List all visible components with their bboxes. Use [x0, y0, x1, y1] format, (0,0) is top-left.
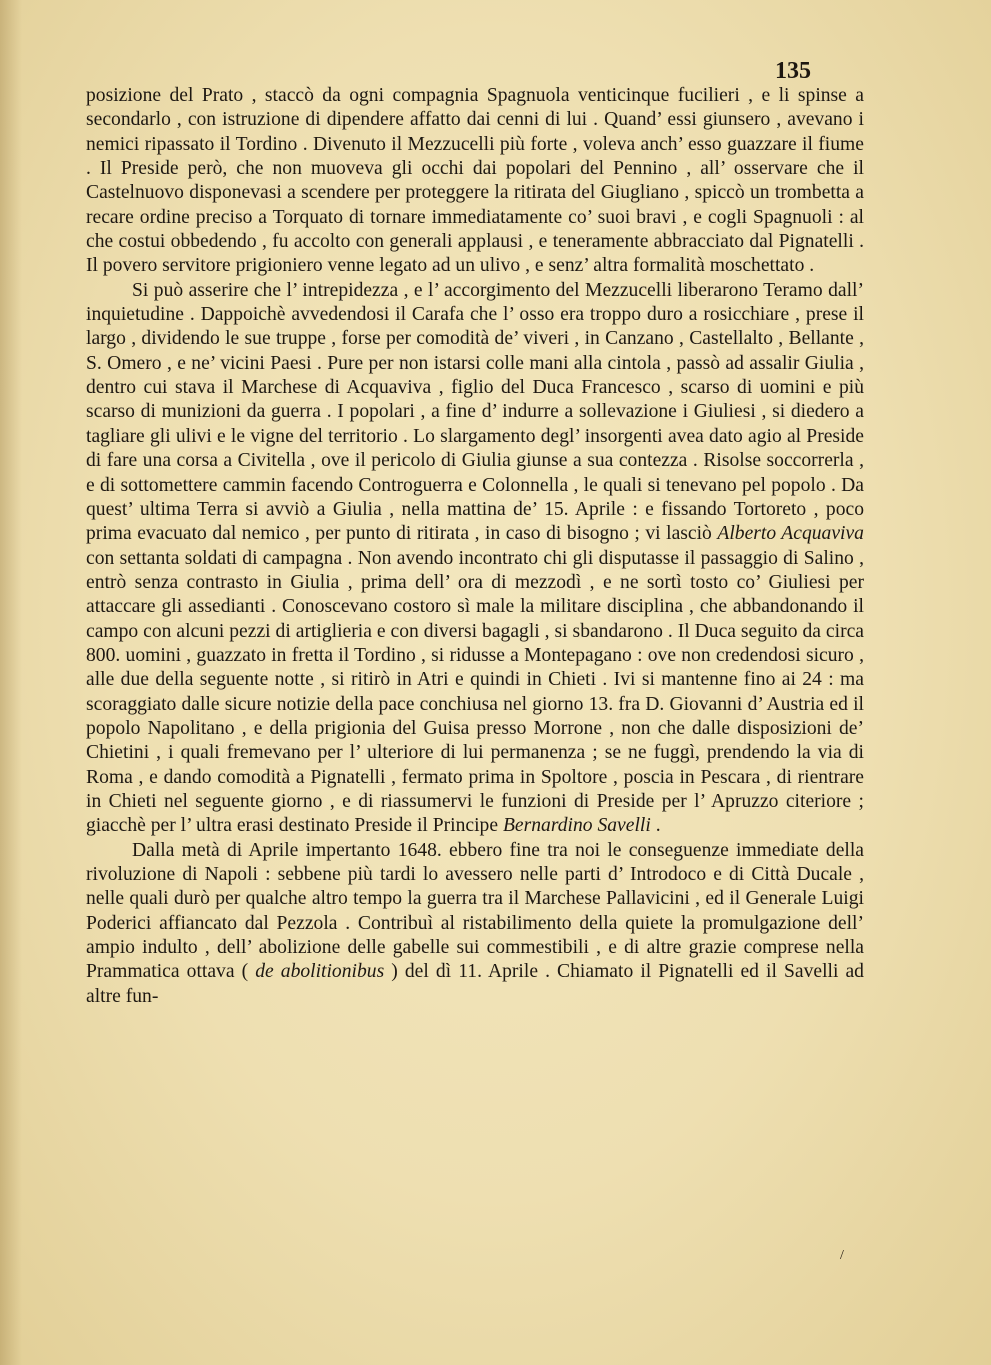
paragraph-2: [86, 279, 864, 839]
text-segment: Si può asserire che l’ intrepidezza , e l’ accorgimento del Mezzucelli liberarono Teramo dall’ inquietudine . Dappoichè avvedendosi il Carafa che l’ osso era troppo duro a rosicchiare , prese il largo , dividendo le sue truppe , forse per comodità de’ viveri , in Canzano , Castellalto , Bellante , S. Omero , e ne’ vicini Paesi . Pure per non istarsi colle mani alla cintola , passò ad assalir Giulia , dentro cui stava il Marchese di Acquaviva , figlio del Duca Francesco , scarso di uomini e più scarso di munizioni da guerra . I popolari , a fine d’ indurre a sollevazione i Giuliesi , si diedero a tagliare gli ulivi e le vigne del territorio . Lo slargamento degl’ insorgenti avea dato agio al Preside di fare una corsa a Civitella , ove il pericolo di Giulia giunse a sua contezza . Risolse soccorrerla , e di sottomettere cammin facendo Controguerra e Colonnella , le quali si tenevano pel popolo . Da quest’ ultima Terra si avviò a Giulia , nella mattina de’ 15. Aprile : e fissando Tortoreto , poco prima evacuato dal nemico , per punto di ritirata , in caso di bisogno ; vi lasciò: [86, 279, 864, 545]
page-number: 135: [775, 58, 811, 84]
paragraph-3: [86, 839, 864, 1009]
text-segment: Dalla metà di Aprile impertanto 1648. ebbero fine tra noi le conseguenze immediate della rivoluzione di Napoli : sebbene più tardi lo avessero nelle parti d’ Introdoco e di Città Ducale , nelle quali durò per qualche altro tempo la guerra tra il Marchese Pallavicini , ed il Generale Luigi Poderici affiancato dal Pezzola . Contribuì al ristabilimento della quiete la promulgazione dell’ ampio indulto , dell’ abolizione delle gabelle sui commestibili , e di altre grazie comprese nella Prammatica ottava (: [86, 839, 864, 983]
italic-text-segment: Alberto Acquaviva: [717, 523, 864, 545]
page-edge-shadow: [0, 0, 22, 1365]
italic-text-segment: de abolitionibus: [255, 961, 385, 983]
text-segment: .: [650, 815, 661, 837]
catchword-mark: /: [840, 1248, 844, 1263]
paragraph-1: [86, 84, 864, 279]
body-text: [86, 84, 864, 1009]
text-segment: con settanta soldati di campagna . Non avendo incontrato chi gli disputasse il passaggio di Salino , entrò senza contrasto in Giulia , prima dell’ ora di mezzodì , e ne sortì tosto co’ Giuliesi per attaccare gli assedianti . Conoscevano costoro sì male la militare disciplina , che abbandonando il campo con alcuni pezzi di artiglieria e con diversi bagagli , si sbandarono . Il Duca seguito da circa 800. uomini , guazzato in fretta il Tordino , si ridusse a Montepagano : ove non credendosi sicuro , alle due della seguente notte , si ritirò in Atri e quindi in Chieti . Ivi si mantenne fino ai 24 : ma scoraggiato dalle sicure notizie della pace conchiusa nel giorno 13. fra D. Giovanni d’ Austria ed il popolo Napolitano , e della prigionia del Guisa presso Morrone , non che dalle disposizioni de’ Chietini , i quali fremevano per l’ ulteriore di lui permanenza ; se ne fuggì, prendendo la via di Roma , e dando comodità a Pignatelli , fermato prima in Spoltore , poscia in Pescara , di rientrare in Chieti nel seguente giorno , e di riassumervi le funzioni di Preside per l’ Apruzzo citeriore ; giacchè per l’ ultra erasi destinato Preside il Principe: [86, 547, 864, 837]
text-segment: posizione del Prato , staccò da ogni compagnia Spagnuola venticinque fucilieri , e li spinse a secondarlo , con istruzione di dipendere affatto dai cenni di lui . Quand’ essi giunsero , avevano i nemici ripassato il Tordino . Divenuto il Mezzucelli più forte , voleva anch’ esso guazzare il fiume . Il Preside però, che non muoveva gli occhi dai popolari del Pennino , all’ osservare che il Castelnuovo disponevasi a scendere per proteggere la ritirata del Giugliano , spiccò un trombetta a recare ordine preciso a Torquato di tornare immediatamente co’ suoi bravi , e cogli Spagnuoli : al che costui obbedendo , fu accolto con generali applausi , e teneramente abbracciato dal Pignatelli . Il povero servitore prigioniero venne legato ad un ulivo , e senz’ altra formalità moschettato .: [86, 85, 864, 277]
text-segment: ) del dì 11. Aprile . Chiamato il Pignatelli ed il Savelli ad altre fun-: [86, 961, 864, 1007]
italic-text-segment: Bernardino Savelli: [502, 815, 651, 837]
